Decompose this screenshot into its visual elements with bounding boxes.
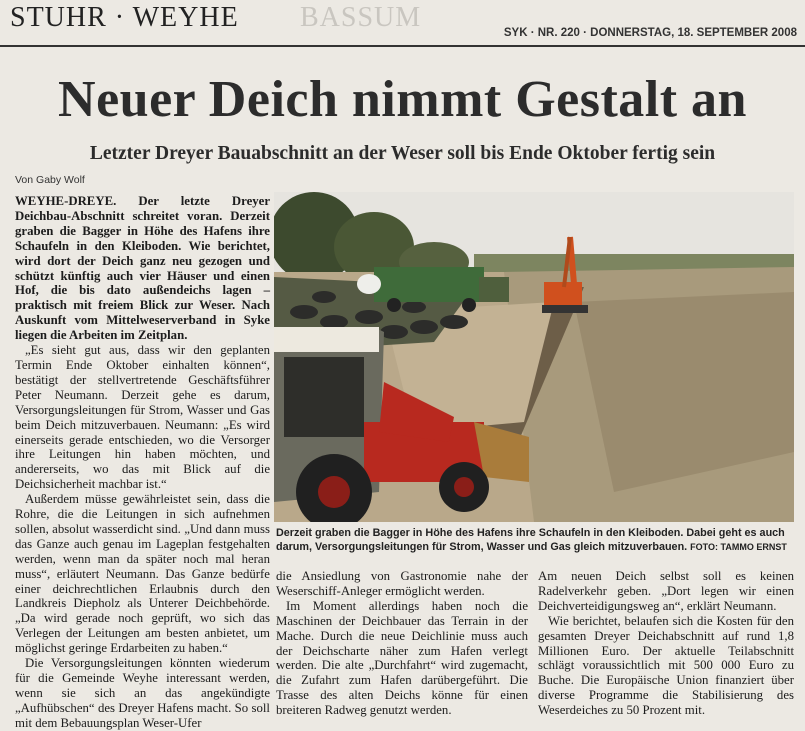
caption-text: Derzeit graben die Bagger in Höhe des Hafens ihre Schaufeln in den Kleiboden. Dabei geht es auch darum, Versorgungsleitungen für Strom, Wasser und Gas gleich mitzuverbauen. bbox=[276, 527, 785, 553]
paragraph: Wie berichtet, belaufen sich die Kosten für den gesamten Dreyer Deichabschnitt auf rund 1,8 Millionen Euro. Der aktuelle Teilabschnitt schlägt voraussichtlich mit 500 000 Euro zu Buche. Die Europäische Union finanziert über diverse Programme die Stabilisierung des Weserdeiches zu 50 Prozent mit. bbox=[538, 613, 794, 718]
text-column-middle bbox=[276, 569, 528, 718]
section-title: STUHR · WEYHE bbox=[10, 2, 239, 33]
subheadline: Letzter Dreyer Bauabschnitt an der Weser soll bis Ende Oktober fertig sein bbox=[89, 143, 716, 164]
photo-caption bbox=[276, 526, 796, 554]
paragraph: „Es sieht gut aus, dass wir den geplanten Termin Ende Oktober einhalten können“, bestätigt der stellvertretende Geschäftsführer Peter Neumann. Derzeit gehe es darum, Versorgungsleitungen für Strom, Wasser und Gas beim Deich mitzuverbauen. Neumann: „Es wird einerseits gerade entschieden, wo die Versorger ihre Leitungen hin haben möchten, und andererseits, wo das mit Blick auf die Deichsicherheit machbar ist.“ bbox=[15, 343, 270, 492]
lead-paragraph bbox=[15, 194, 270, 343]
issue-info: SYK · NR. 220 · DONNERSTAG, 18. SEPTEMBER 2008 bbox=[503, 27, 797, 39]
byline: Von Gaby Wolf bbox=[15, 174, 85, 186]
paragraph: Die Versorgungsleitungen könnten wiederum für die Gemeinde Weyhe interessant werden, wenn sie sich an das angekündigte „Aufhübschen“ des Dreyer Hafens macht. So soll mit dem Bebauungsplan Weser-Ufer bbox=[15, 656, 270, 730]
lead-text: Der letzte Dreyer Deichbau-Abschnitt schreitet voran. Derzeit graben die Bagger in Höhe des Hafens ihre Schaufeln in den Kleiboden. Wie berichtet, wird dort der Deich ganz neu gezogen und schützt künftig auch vier Häuser und einen Hof, die bis dato außendeichs lagen – praktisch mit freiem Blick zur Weser. Nach Auskunft vom Mittelweserverband in Syke liegen die Arbeiten im Zeitplan. bbox=[15, 194, 271, 343]
construction-photo bbox=[274, 192, 794, 522]
paragraph: Außerdem müsse gewährleistet sein, dass die Rohre, die die Leitungen in sich aufnehmen sollen, absolut wasserdicht sind. „Und dann muss das Ganze auch genau im Lageplan festgehalten werden, wenn man da später noch mal heran muss“, erläutert Neumann. Das Ganze bedürfe einer deichrechtlichen Erlaubnis durch den Landkreis Diepholz als Unterer Deichbehörde. „Da wird gerade noch geprüft, wo sich das Verlegen der Leitungen am besten anbietet, um möglichst geringe Erdarbeiten zu haben.“ bbox=[15, 492, 270, 656]
ghost-section-title: BASSUM bbox=[300, 2, 422, 33]
paragraph: die Ansiedlung von Gastronomie nahe der Weserschiff-Anleger ermöglicht werden. bbox=[276, 569, 528, 598]
paragraph: Am neuen Deich selbst soll es keinen Radelverkehr geben. „Dort legen wir einen Deichverteidigungsweg an“, erklärt Neumann. bbox=[538, 569, 794, 613]
photo-credit: FOTO: TAMMO ERNST bbox=[690, 542, 787, 552]
text-column-left bbox=[15, 194, 270, 731]
headline: Neuer Deich nimmt Gestalt an bbox=[58, 71, 747, 128]
text-column-right bbox=[538, 569, 794, 718]
header-rule bbox=[0, 45, 805, 47]
dateline: WEYHE-DREYE. bbox=[15, 194, 117, 208]
paragraph: Im Moment allerdings haben noch die Maschinen der Deichbauer das Terrain in der Mache. Durch die neue Deichlinie muss auch der Deichscharte näher zum Hafen verlegt werden. Die alte „Durchfahrt“ wird zugemacht, die Zufahrt zum Hafen darübergeführt. Die Trasse des alten Deichs könne für einen breiteren Radweg genutzt werden. bbox=[276, 598, 528, 718]
